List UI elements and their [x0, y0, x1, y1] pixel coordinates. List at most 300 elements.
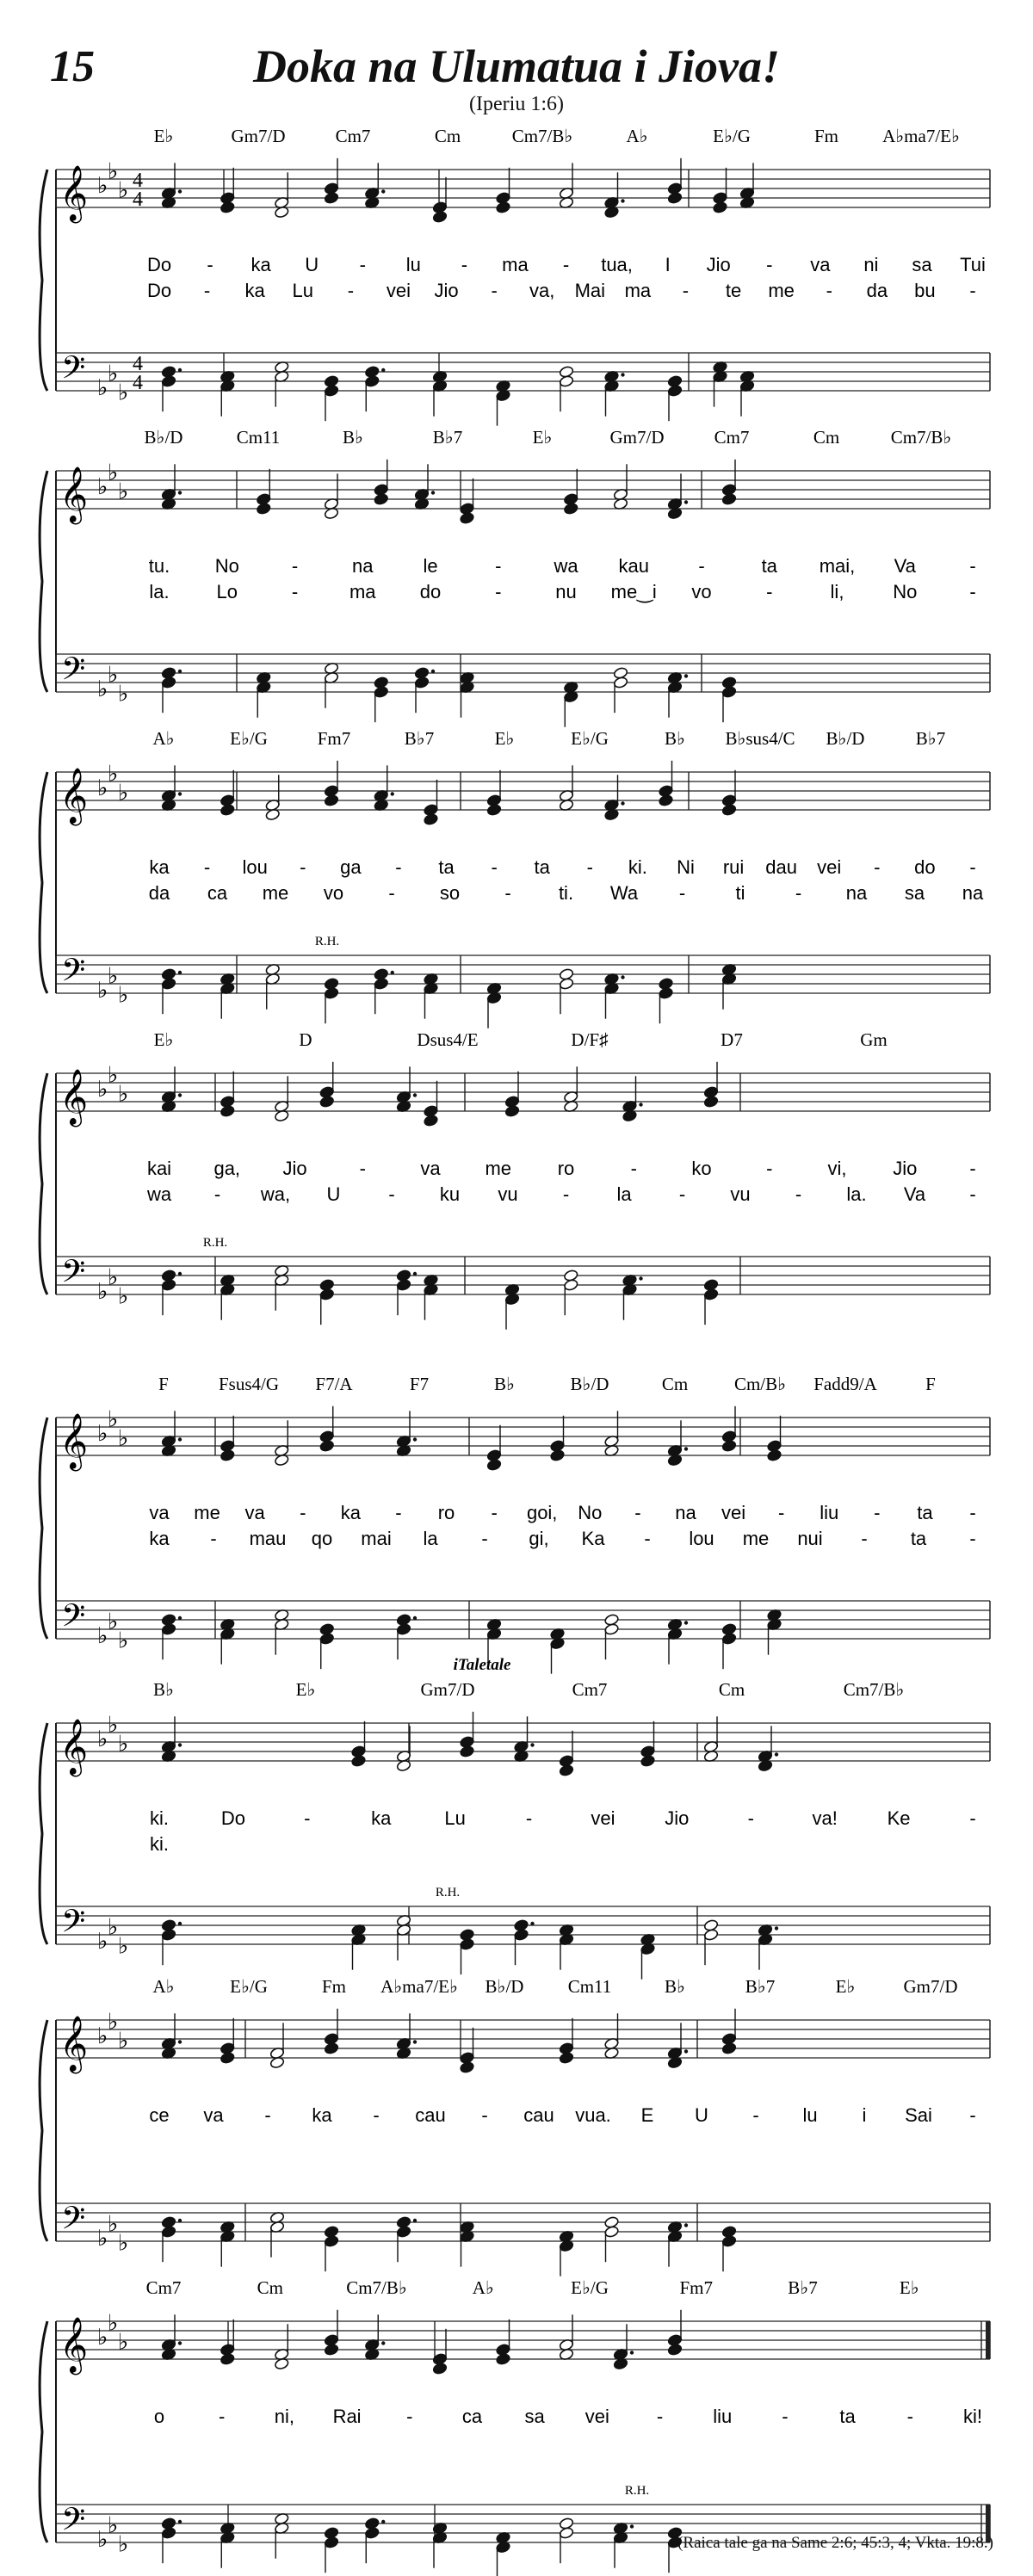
dot — [178, 1093, 182, 1096]
section-label: iTaletale — [453, 1656, 511, 1674]
chord-symbol: Fm7 — [679, 2277, 714, 2298]
note-head — [396, 1279, 411, 1292]
lyric-syllable: gi, — [529, 1528, 549, 1549]
note-head — [432, 2363, 448, 2375]
key-flat: ♭ — [108, 158, 119, 184]
dot — [639, 1276, 642, 1280]
lyric-syllable: - — [388, 882, 395, 904]
note-head — [640, 1755, 656, 1768]
lyric-syllable: No — [578, 1502, 603, 1523]
chord-symbol: F7 — [409, 1374, 430, 1394]
lyric-syllable: va — [810, 254, 831, 275]
dot — [684, 500, 688, 503]
note-head — [486, 1459, 502, 1472]
note-head — [703, 1288, 719, 1301]
lyric-syllable: Do — [146, 254, 172, 275]
time-signature: 4 — [133, 170, 143, 192]
lyric-syllable: da — [866, 280, 888, 301]
chord-symbol: B♭ — [343, 427, 363, 448]
lyric-syllable: - — [969, 856, 976, 878]
lyric-syllable: Ke — [887, 1807, 911, 1829]
lyric-syllable: qo — [311, 1528, 333, 1549]
chord-symbol: Cm7 — [572, 1679, 608, 1700]
lyric-syllable: ka — [340, 1502, 361, 1523]
lyric-syllable: Va — [903, 1183, 926, 1205]
key-flat: ♭ — [97, 676, 108, 701]
note-head — [256, 503, 271, 516]
lyric-syllable: - — [525, 1807, 533, 1829]
chord-symbol: E♭ — [835, 1976, 856, 1997]
lyric-syllable: - — [644, 1528, 651, 1549]
note-head — [713, 201, 728, 214]
chord-symbol: F — [158, 1374, 169, 1394]
chord-symbol: B♭sus4/C — [725, 728, 795, 749]
lyric-syllable: - — [678, 1183, 686, 1205]
chord-symbol: B♭ — [494, 1374, 515, 1394]
note-head — [721, 493, 737, 506]
key-flat: ♭ — [97, 1279, 108, 1304]
dot — [530, 1743, 534, 1746]
lyric-syllable: do — [419, 581, 442, 602]
lyric-syllable: - — [264, 2104, 271, 2126]
lyric-syllable: ka — [244, 280, 265, 301]
chord-symbol: B♭/D — [570, 1374, 609, 1394]
dot — [621, 975, 624, 979]
lyric-syllable: ka — [371, 1807, 392, 1829]
key-flat: ♭ — [97, 1929, 108, 1954]
lyric-syllable: nui — [797, 1528, 823, 1549]
dot — [431, 491, 435, 494]
lyric-syllable: No — [893, 581, 918, 602]
key-flat: ♭ — [108, 1264, 119, 1290]
bass-clef: 𝄢 — [61, 953, 86, 996]
chord-symbol: Cm/B♭ — [733, 1374, 787, 1394]
lyric-syllable: - — [874, 856, 881, 878]
score-system — [40, 2277, 990, 2576]
note-head — [667, 385, 683, 398]
key-flat: ♭ — [108, 2009, 119, 2035]
note-head — [220, 804, 235, 817]
lyric-syllable: - — [359, 254, 366, 275]
lyric-syllable: ro — [437, 1502, 455, 1523]
dot — [381, 368, 385, 372]
lyric-syllable: ta — [438, 856, 455, 878]
lyric-syllable: Tui — [960, 254, 986, 275]
lyric-syllable: - — [203, 856, 211, 878]
lyric-syllable: - — [207, 254, 213, 275]
note-head — [424, 813, 439, 826]
note-head — [659, 794, 674, 807]
note-head — [161, 978, 176, 991]
chord-symbol: Gm7/D — [609, 427, 665, 448]
lyric-syllable: Lu — [444, 1807, 466, 1829]
dot — [413, 1093, 417, 1096]
lyric-syllable: - — [481, 2104, 488, 2126]
key-flat: ♭ — [108, 460, 119, 485]
note-head — [703, 1929, 719, 1942]
note-head — [220, 1449, 235, 1462]
note-head — [374, 493, 389, 506]
lyric-syllable: - — [752, 2104, 759, 2126]
lyric-syllable: lou — [689, 1528, 714, 1549]
note-head — [659, 987, 674, 1000]
lyric-syllable: kau — [618, 555, 649, 577]
note-head — [324, 794, 339, 807]
key-flat: ♭ — [118, 681, 129, 707]
dot — [621, 199, 624, 202]
note-head — [563, 503, 578, 516]
chord-symbol: A♭ — [152, 728, 175, 749]
lyric-syllable: me — [262, 882, 289, 904]
note-head — [374, 686, 389, 699]
lyric-syllable: - — [656, 2406, 664, 2427]
lyric-syllable: vei — [591, 1807, 615, 1829]
system-brace — [40, 1723, 47, 1944]
lyric-syllable: - — [874, 1502, 881, 1523]
note-head — [220, 2353, 235, 2366]
lyric-syllable: - — [495, 555, 502, 577]
chord-symbol: E♭ — [494, 728, 515, 749]
key-flat: ♭ — [118, 1425, 129, 1451]
chord-symbol: D — [299, 1029, 312, 1050]
note-head — [559, 1764, 574, 1777]
chord-symbol: Cm7 — [145, 2277, 182, 2298]
note-head — [721, 2042, 737, 2055]
lyric-syllable: Ka — [581, 1528, 605, 1549]
song-number: 15 — [50, 42, 95, 91]
dot — [381, 2520, 385, 2523]
chord-symbol: Fadd9/A — [813, 1374, 877, 1394]
lyric-syllable: - — [347, 280, 355, 301]
note-head — [319, 1096, 335, 1109]
dot — [381, 189, 385, 193]
note-head — [721, 686, 737, 699]
note-head — [220, 201, 235, 214]
note-head — [460, 1938, 475, 1951]
lyric-syllable: ti. — [558, 882, 574, 904]
note-head — [604, 2226, 620, 2239]
lyric-syllable: ka — [251, 254, 271, 275]
chord-symbol: E♭ — [153, 126, 174, 146]
treble-clef: 𝄞 — [59, 468, 89, 522]
system-brace — [40, 2020, 47, 2241]
key-flat: ♭ — [97, 1421, 108, 1446]
right-hand-marking: R.H. — [314, 935, 340, 948]
chord-symbol: E♭/G — [713, 126, 751, 146]
lyric-syllable: do — [914, 856, 936, 878]
chord-symbol: Fm — [813, 126, 839, 146]
treble-clef: 𝄞 — [59, 2319, 89, 2373]
lyric-syllable: - — [766, 254, 773, 275]
dot — [413, 1616, 417, 1620]
lyric-syllable: cau — [415, 2104, 446, 2126]
chord-symbol: E♭/G — [571, 2277, 609, 2298]
time-signature: 4 — [133, 372, 143, 394]
lyric-syllable: vei — [817, 856, 842, 878]
note-head — [324, 987, 339, 1000]
lyric-syllable: dau — [765, 856, 798, 878]
key-flat: ♭ — [97, 978, 108, 1003]
bass-clef: 𝄢 — [61, 652, 86, 695]
dot — [413, 2040, 417, 2043]
chord-symbol: Gm7/D — [903, 1976, 958, 1997]
lyric-syllable: ka — [149, 856, 170, 878]
lyric-syllable: ki! — [963, 2406, 982, 2427]
lyric-syllable: ti — [735, 882, 745, 904]
key-flat: ♭ — [108, 1914, 119, 1940]
dot — [684, 2049, 688, 2053]
lyric-syllable: Va — [894, 555, 916, 577]
chord-symbol: E♭ — [295, 1679, 316, 1700]
lyric-syllable: bu — [914, 280, 936, 301]
right-hand-marking: R.H. — [624, 2484, 650, 2498]
chord-symbol: A♭ma7/E♭ — [380, 1976, 458, 1997]
chord-symbol: Gm — [860, 1029, 888, 1050]
lyric-syllable: - — [219, 2406, 226, 2427]
score-system — [40, 126, 990, 426]
lyric-syllable: la — [616, 1183, 632, 1205]
chord-symbol: B♭7 — [915, 728, 946, 749]
lyric-syllable: U — [326, 1183, 341, 1205]
note-head — [496, 2353, 511, 2366]
lyric-syllable: vua. — [575, 2104, 611, 2126]
lyric-syllable: ni, — [274, 2406, 295, 2427]
system-brace — [40, 2321, 47, 2542]
note-head — [486, 804, 502, 817]
note-head — [424, 1115, 439, 1127]
lyric-syllable: - — [359, 1158, 366, 1179]
lyric-syllable: va, — [529, 280, 555, 301]
lyric-syllable: lu — [802, 2104, 818, 2126]
note-head — [161, 676, 176, 689]
song-title: Doka na Ulumatua i Jiova! — [252, 40, 781, 92]
chord-symbol: B♭7 — [788, 2277, 818, 2298]
key-flat: ♭ — [118, 177, 129, 203]
chord-symbol: Gm7/D — [420, 1679, 475, 1700]
lyric-syllable: Lu — [292, 280, 314, 301]
note-head — [324, 2042, 339, 2055]
chord-symbol: E♭ — [899, 2277, 919, 2298]
key-flat: ♭ — [108, 1406, 119, 1432]
dot — [391, 971, 394, 974]
lyric-syllable: va! — [812, 1807, 838, 1829]
dot — [413, 1272, 417, 1276]
chord-symbol: E♭ — [532, 427, 553, 448]
lyric-syllable: rui — [722, 856, 745, 878]
note-head — [220, 1105, 235, 1118]
note-head — [460, 512, 475, 525]
key-flat: ♭ — [108, 963, 119, 989]
system-brace — [40, 1418, 47, 1639]
chord-symbol: B♭7 — [404, 728, 435, 749]
lyric-syllable: - — [481, 1528, 488, 1549]
note-head — [667, 2344, 683, 2357]
lyric-syllable: - — [630, 1158, 637, 1179]
lyric-syllable: va — [149, 1502, 170, 1523]
key-flat: ♭ — [108, 761, 119, 787]
note-head — [324, 2235, 339, 2248]
final-bar-thick — [986, 2321, 990, 2359]
lyric-syllable: vi, — [827, 1158, 847, 1179]
lyric-syllable: E — [640, 2104, 654, 2126]
note-head — [364, 2527, 380, 2540]
lyric-syllable: wa — [554, 555, 578, 577]
dot — [178, 670, 182, 673]
dot — [621, 801, 624, 805]
lyric-syllable: - — [678, 882, 686, 904]
chord-symbol: B♭7 — [432, 427, 463, 448]
note-head — [351, 1755, 367, 1768]
note-head — [319, 1440, 335, 1453]
lyric-syllable: - — [861, 1528, 868, 1549]
chord-symbol: B♭ — [153, 1679, 174, 1700]
chord-symbol: D/F♯ — [571, 1029, 609, 1050]
lyric-syllable: ko — [691, 1158, 712, 1179]
lyric-syllable: I — [665, 254, 671, 275]
chord-symbol: B♭/D — [144, 427, 183, 448]
chord-symbol: Cm — [813, 427, 840, 448]
lyric-syllable: - — [698, 555, 705, 577]
lyric-syllable: ta — [761, 555, 777, 577]
note-head — [396, 2226, 411, 2239]
note-head — [767, 1449, 782, 1462]
lyric-syllable: Lo — [216, 581, 238, 602]
chord-symbol: B♭/D — [485, 1976, 524, 1997]
chord-symbol: Cm7/B♭ — [843, 1679, 905, 1700]
lyric-syllable: ka — [312, 2104, 332, 2126]
key-flat: ♭ — [108, 2310, 119, 2336]
right-hand-marking: R.H. — [435, 1886, 461, 1900]
key-flat: ♭ — [118, 2531, 129, 2557]
key-flat: ♭ — [97, 1077, 108, 1102]
lyric-syllable: me — [768, 280, 795, 301]
key-flat: ♭ — [97, 1623, 108, 1648]
lyric-syllable: me‿i — [610, 581, 657, 602]
dot — [178, 368, 182, 372]
chord-symbol: Cm — [434, 126, 461, 146]
key-flat: ♭ — [97, 375, 108, 400]
chord-symbol: Cm7/B♭ — [890, 427, 952, 448]
chord-symbol: Fm7 — [317, 728, 351, 749]
lyric-syllable: le — [423, 555, 438, 577]
dot — [178, 971, 182, 974]
lyric-syllable: ca — [207, 882, 228, 904]
dot — [639, 1103, 642, 1106]
lyric-syllable: vu — [498, 1183, 518, 1205]
note-head — [559, 978, 574, 991]
bass-clef: 𝄢 — [61, 1904, 86, 1947]
dot — [178, 189, 182, 193]
lyric-syllable: ki. — [150, 1833, 169, 1855]
lyric-syllable: ce — [149, 2104, 170, 2126]
key-flat: ♭ — [118, 2329, 129, 2355]
lyric-syllable: vo — [691, 581, 712, 602]
key-flat: ♭ — [118, 780, 129, 806]
lyric-syllable: Jio — [665, 1807, 690, 1829]
dot — [530, 1922, 534, 1925]
key-flat: ♭ — [108, 1609, 119, 1634]
footer-references: (Raica tale ga na Same 2:6; 45:3, 4; Vkta. 19:8.) — [677, 2534, 993, 2552]
lyric-syllable: - — [395, 1502, 402, 1523]
lyric-syllable: - — [795, 882, 802, 904]
dot — [684, 1447, 688, 1450]
note-head — [613, 676, 628, 689]
note-head — [514, 1929, 529, 1942]
chord-symbol: Fm — [321, 1976, 347, 1997]
bass-clef: 𝄢 — [61, 2502, 86, 2545]
lyric-syllable: me — [485, 1158, 512, 1179]
dot — [684, 1621, 688, 1624]
key-flat: ♭ — [118, 1628, 129, 1653]
note-head — [563, 1279, 578, 1292]
treble-clef: 𝄞 — [59, 2017, 89, 2072]
key-flat: ♭ — [108, 2512, 119, 2538]
note-head — [324, 385, 339, 398]
lyric-syllable: Jio — [282, 1158, 307, 1179]
lyric-syllable: - — [495, 581, 502, 602]
lyric-syllable: i — [862, 2104, 867, 2126]
chord-symbol: Cm — [718, 1679, 745, 1700]
bass-clef: 𝄢 — [61, 1598, 86, 1641]
dot — [775, 1926, 778, 1930]
lyric-syllable: va — [203, 2104, 224, 2126]
note-head — [721, 2235, 737, 2248]
lyric-syllable: Sai — [905, 2104, 932, 2126]
key-flat: ♭ — [97, 173, 108, 198]
lyric-syllable: - — [388, 1183, 395, 1205]
lyric-syllable: wa, — [260, 1183, 291, 1205]
lyric-syllable: - — [969, 1528, 976, 1549]
chord-symbol: Dsus4/E — [417, 1029, 479, 1050]
score-system — [40, 427, 990, 727]
lyric-syllable: na — [675, 1502, 696, 1523]
key-flat: ♭ — [97, 775, 108, 800]
note-head — [161, 2527, 176, 2540]
dot — [684, 2223, 688, 2227]
lyric-syllable: - — [461, 254, 468, 275]
lyric-syllable: - — [373, 2104, 380, 2126]
key-flat: ♭ — [108, 361, 119, 386]
lyric-syllable: liu — [820, 1502, 839, 1523]
key-flat: ♭ — [118, 1933, 129, 1959]
note-head — [319, 1288, 335, 1301]
lyric-syllable: sa — [904, 882, 925, 904]
lyric-syllable: ga, — [213, 1158, 241, 1179]
note-head — [432, 211, 448, 224]
lyric-syllable: Ni — [677, 856, 695, 878]
note-head — [604, 1623, 620, 1636]
lyric-syllable: - — [969, 1502, 976, 1523]
dot — [621, 373, 624, 376]
lyric-syllable: va — [244, 1502, 265, 1523]
lyric-syllable: - — [213, 1183, 221, 1205]
note-head — [324, 2536, 339, 2549]
note-head — [324, 192, 339, 205]
lyric-syllable: vei — [386, 280, 411, 301]
lyric-syllable: la. — [846, 1183, 867, 1205]
lyric-syllable: na — [962, 882, 984, 904]
lyric-syllable: vo — [323, 882, 344, 904]
lyric-syllable: vei — [721, 1502, 746, 1523]
lyric-syllable: ta — [839, 2406, 856, 2427]
chord-symbol: Cm7/B♭ — [511, 126, 573, 146]
lyric-syllable: - — [491, 856, 498, 878]
lyric-syllable: ki. — [150, 1807, 169, 1829]
lyric-syllable: - — [300, 856, 306, 878]
dot — [775, 1752, 778, 1756]
key-flat: ♭ — [118, 380, 129, 405]
lyric-syllable: - — [969, 555, 976, 577]
